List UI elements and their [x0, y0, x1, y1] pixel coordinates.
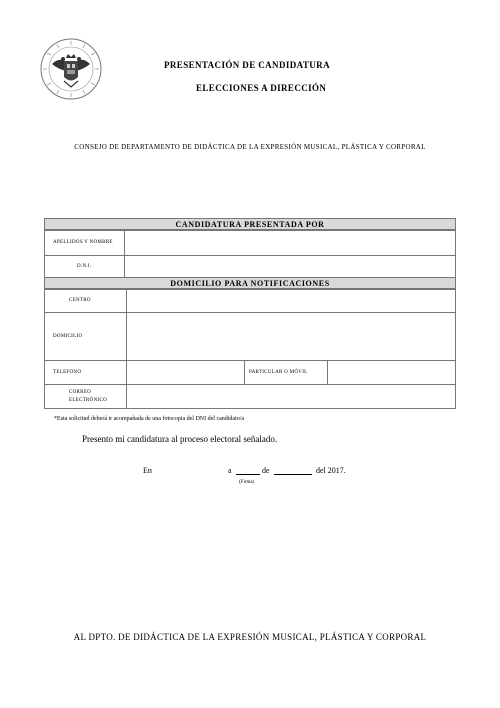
- center-field[interactable]: [127, 289, 456, 313]
- month-label: de: [262, 466, 270, 475]
- address-section-header: DOMICILIO PARA NOTIFICACIONES: [44, 277, 456, 290]
- phone-field[interactable]: [127, 361, 245, 385]
- dni-label: D.N.I.: [45, 256, 125, 278]
- document-subtitle: ELECCIONES A DIRECCIÓN: [196, 83, 327, 93]
- mobile-field[interactable]: [328, 361, 456, 385]
- candidacy-table: [44, 229, 456, 278]
- phone-label: TELEFONO: [45, 361, 127, 385]
- year-label: del 2017.: [316, 466, 346, 475]
- place-label: En: [143, 466, 152, 475]
- home-address-field[interactable]: [127, 313, 456, 361]
- dni-field[interactable]: [125, 256, 456, 278]
- email-field[interactable]: [127, 385, 456, 409]
- candidacy-section-header: CANDIDATURA PRESENTADA POR: [44, 218, 456, 231]
- footer-recipient: AL DPTO. DE DIDÁCTICA DE LA EXPRESIÓN MUSICAL, PLÁSTICA Y CORPORAL: [73, 632, 427, 642]
- full-name-label: APELLIDOS Y NOMBRE: [45, 230, 125, 256]
- university-seal-icon: [40, 38, 102, 100]
- home-address-label: DOMICILIO: [45, 313, 127, 361]
- full-name-field[interactable]: [125, 230, 456, 256]
- candidacy-statement: Presento mi candidatura al proceso electoral señalado.: [82, 434, 278, 444]
- day-blank[interactable]: [236, 466, 260, 477]
- dni-copy-note: *Esta solicitud deberá ir acompañada de una fotocopia del DNI del candidato/a: [54, 416, 245, 422]
- address-table: [44, 288, 456, 409]
- council-heading: CONSEJO DE DEPARTAMENTO DE DIDÁCTICA DE LA EXPRESIÓN MUSICAL, PLÁSTICA Y CORPORAL: [74, 143, 426, 151]
- mobile-label: PARTICULAR O MÓVIL: [245, 361, 328, 385]
- signature-label: (Firma): [239, 480, 255, 485]
- month-blank[interactable]: [274, 466, 312, 477]
- center-label: CENTRO: [45, 289, 127, 313]
- day-label: a: [228, 466, 232, 475]
- document-title: PRESENTACIÓN DE CANDIDATURA: [164, 60, 330, 70]
- email-label: CORREO ELECTRÓNICO: [45, 385, 127, 409]
